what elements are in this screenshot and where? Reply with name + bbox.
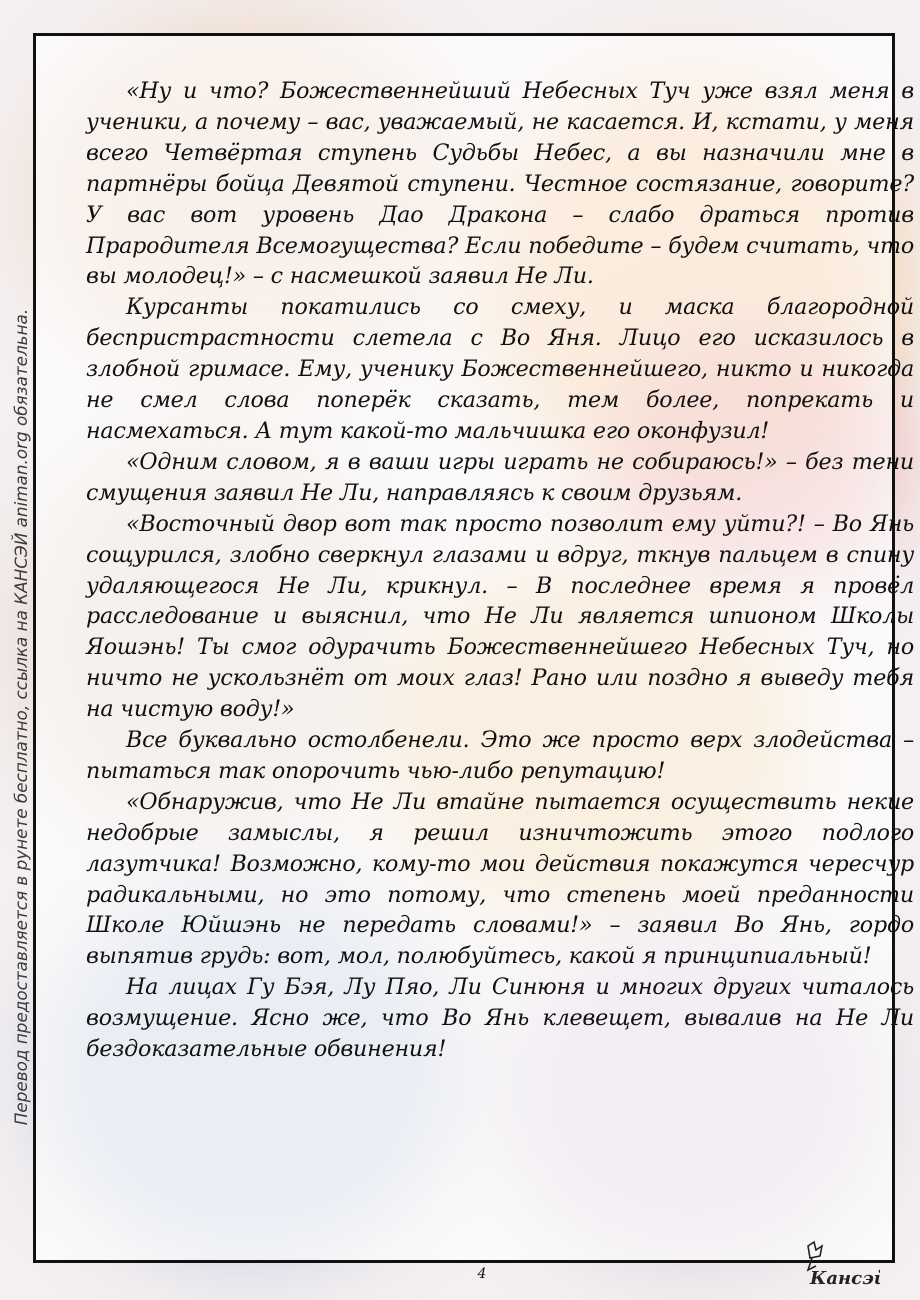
text-frame: [33, 33, 914, 1263]
paragraph: «Одним словом, я в ваши игры играть не собираюсь!» – без тени смущения заявил Не Ли, направляясь к своим друзьям.: [86, 448, 914, 506]
kansei-logo: [800, 1240, 880, 1292]
body-text: [86, 76, 914, 1226]
paragraph: На лицах Гу Бэя, Лу Пяо, Ли Синюня и многих других читалось возмущение. Ясно же, что Во Янь клевещет, вывалив на Не Ли бездоказательные обвинения!: [86, 974, 914, 1063]
translation-notice: Перевод предоставляется в рунете бесплатно, ссылка на КАНСЭЙ animan.org обязательна.: [11, 308, 31, 1126]
paragraph: Курсанты покатились со смеху, и маска благородной беспристрастности слетела с Во Яня. Лицо его исказилось в злобной гримасе. Ему, ученику Божественнейшего, никто и никогда не смел слова поперёк сказать, тем более, попрекать и насмехаться. А тут какой-то мальчишка его оконфузил!: [86, 294, 914, 444]
paragraph: «Ну и что? Божественнейший Небесных Туч уже взял меня в ученики, а почему – вас, уважаемый, не касается. И, кстати, у меня всего Четвёртая ступень Судьбы Небес, а вы назначили мне в партнёры бойца Девятой ступени. Честное состязание, говорите? У вас вот уровень Дао Дракона – слабо драться против Прародителя Всемогущества? Если победите – будем считать, что вы молодец!» – с насмешкой заявил Не Ли.: [86, 78, 914, 290]
paragraph: «Обнаружив, что Не Ли втайне пытается осуществить некие недобрые замыслы, я решил изничтожить этого подлого лазутчика! Возможно, кому-то мои действия покажутся чересчур радикальными, но это потому, что степень моей преданности Школе Юйшэнь не передать словами!» – заявил Во Янь, гордо выпятив грудь: вот, мол, полюбуйтесь, какой я принципиальный!: [86, 788, 914, 970]
page-number: 4: [477, 1266, 487, 1282]
paragraph: Все буквально остолбенели. Это же просто верх злодейства – пытаться так опорочить чью-либо репутацию!: [86, 727, 914, 784]
paragraph: «Восточный двор вот так просто позволит ему уйти?! – Во Янь сощурился, злобно сверкнул глазами и вдруг, ткнув пальцем в спину удаляющегося Не Ли, крикнул. – В последнее время я провёл расследование и выяснил, что Не Ли является шпионом Школы Яошэнь! Ты смог одурачить Божественнейшего Небесных Туч, но ничто не ускользнёт от моих глаз! Рано или поздно я выведу тебя на чистую воду!»: [86, 510, 914, 723]
svg-text:Кансэй: Кансэй: [810, 1268, 880, 1289]
